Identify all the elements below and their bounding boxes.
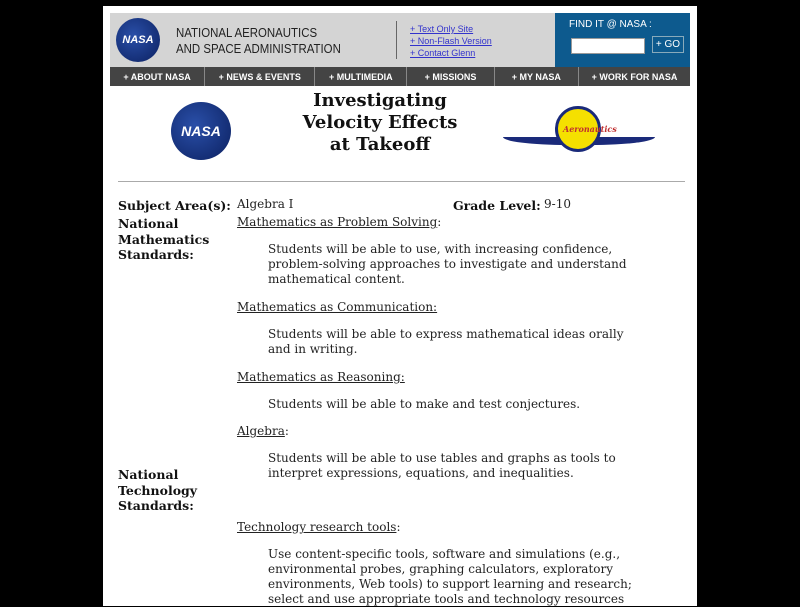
search-label: FIND IT @ NASA : [569, 19, 652, 30]
standard-text: Students will be able to express mathematical ideas orally and in writing. [268, 327, 624, 356]
standard-text: Students will be able to make and test conjectures. [268, 397, 581, 411]
math-standards-label: National Mathematics Standards: [118, 216, 210, 262]
divider [118, 181, 685, 182]
nasa-meatball-logo: NASA [171, 102, 231, 160]
subject-label: Subject Area(s): [118, 198, 231, 213]
divider [396, 21, 397, 59]
nasa-header [110, 13, 690, 67]
grade-label: Grade Level: [453, 198, 541, 213]
standard-text: Students will be able to use, with increasing confidence, problem-solving approaches to investigate and understand mathematical content. [268, 242, 627, 286]
main-nav [110, 67, 690, 86]
page-title: Investigating Velocity Effects at Takeoff [302, 90, 458, 155]
page [103, 6, 697, 606]
non-flash-link[interactable]: + Non-Flash Version [410, 36, 492, 46]
nav-work-for-nasa[interactable]: + WORK FOR NASA [591, 71, 678, 82]
standard-heading[interactable]: Algebra: [237, 424, 289, 438]
contact-glenn-link[interactable]: + Contact Glenn [410, 48, 476, 58]
standard-heading[interactable]: Mathematics as Reasoning: [237, 370, 405, 384]
nav-news-events[interactable]: + NEWS & EVENTS [205, 67, 315, 86]
go-button[interactable]: + GO [652, 36, 684, 53]
agency-name: NATIONAL AERONAUTICS AND SPACE ADMINISTRATION [176, 25, 341, 56]
standard-heading[interactable]: Mathematics as Communication: [237, 300, 438, 314]
nav-about-nasa[interactable]: + ABOUT NASA [110, 67, 205, 86]
standard-text: Students will be able to use tables and graphs as tools to interpret expressions, equations, and inequalities. [268, 451, 616, 480]
tech-standards-label: National Technology Standards: [118, 467, 198, 513]
search-box [555, 13, 690, 67]
text-only-link[interactable]: + Text Only Site [410, 24, 474, 34]
subject-value: Algebra I [237, 197, 294, 211]
search-input[interactable] [571, 38, 645, 54]
header-links [410, 23, 492, 59]
standard-heading[interactable]: Mathematics as Problem Solving: [237, 215, 442, 229]
standard-heading[interactable]: Technology research tools: [237, 520, 401, 534]
nav-missions[interactable]: + MISSIONS [407, 67, 494, 86]
nasa-logo[interactable]: NASA [116, 18, 160, 62]
nav-my-nasa[interactable]: + MY NASA [495, 67, 579, 86]
nav-multimedia[interactable]: + MULTIMEDIA [315, 67, 407, 86]
grade-value: 9-10 [544, 197, 571, 211]
aeronautics-logo: Aeronautics [503, 104, 655, 156]
standard-text: Use content-specific tools, software and simulations (e.g., environmental probes, graphing calculators, exploratory environments, Web tools) to support learning and research; select and use appropriate tools and technology resources [268, 547, 632, 606]
